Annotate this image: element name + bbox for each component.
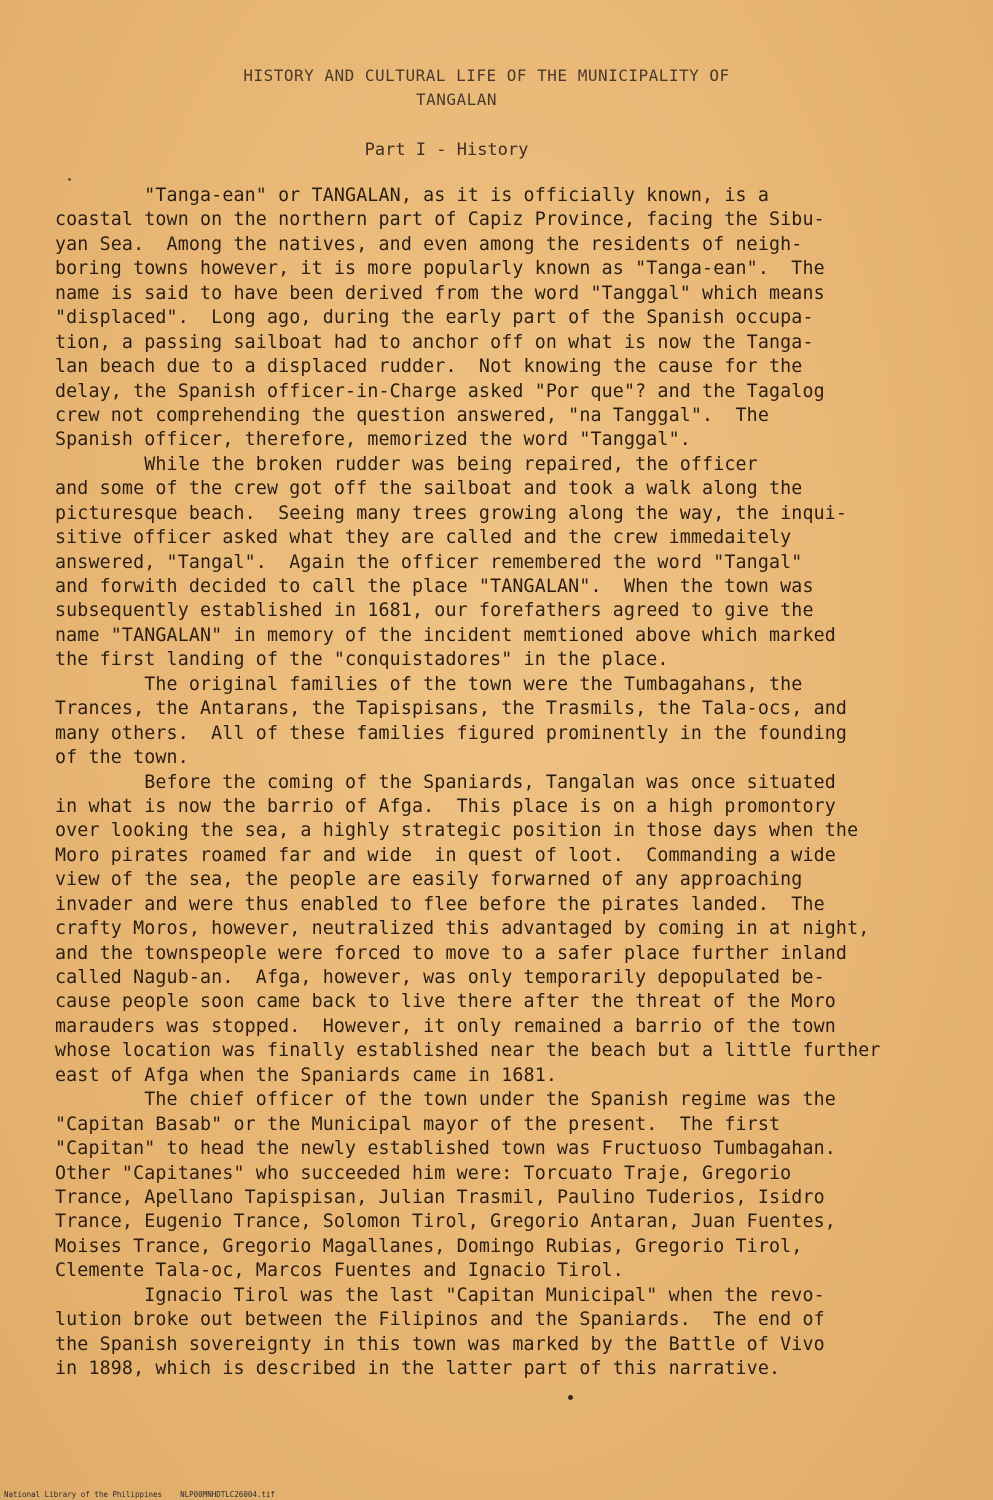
text-line: Trance, Apellano Tapispisan, Julian Trasmil, Paulino Tuderios, Isidro [55, 1186, 825, 1208]
text-line: the first landing of the "conquistadores" in the place. [55, 649, 669, 671]
text-line: in 1898, which is described in the latter part of this narrative. [55, 1358, 781, 1379]
text-line: of the town. [55, 747, 189, 769]
document-title-line-2: TANGALAN [415, 90, 498, 109]
text-line: subsequently established in 1681, our forefathers agreed to give the [55, 600, 814, 622]
text-line: coastal town on the northern part of Capiz Province, facing the Sibu- [55, 209, 825, 231]
text-line: crafty Moros, however, neutralized this advantaged by coming in at night, [55, 918, 870, 940]
text-line: answered, "Tangal". Again the officer remembered the word "Tangal" [55, 551, 814, 573]
text-line: Moro pirates roamed far and wide in quest of loot. Commanding a wide [55, 844, 836, 866]
text-line: The chief officer of the town under the Spanish regime was the [55, 1089, 836, 1111]
text-line: Other "Capitanes" who succeeded him were: Torcuato Traje, Gregorio [55, 1162, 792, 1184]
section-heading: Part I - History [364, 140, 529, 160]
text-line: boring towns however, it is more popularly known as "Tanga-ean". The [55, 258, 825, 280]
text-line: crew not comprehending the question answered, "na Tanggal". The [55, 404, 769, 426]
text-line: delay, the Spanish officer-in-Charge asked "Por que"? and the Tagalog [55, 380, 825, 402]
text-line: many others. All of these families figured prominently in the founding [55, 722, 848, 744]
text-line: name is said to have been derived from the word "Tanggal" which means [55, 282, 825, 304]
text-line: While the broken rudder was being repaired, the officer [55, 453, 758, 475]
text-line: and the townspeople were forced to move to a safer place further inland [55, 942, 848, 964]
text-line: "Tanga-ean" or TANGALAN, as it is officially known, is a [55, 185, 769, 206]
text-line: picturesque beach. Seeing many trees growing along the way, the inqui- [55, 502, 848, 524]
text-line: Ignacio Tirol was the last "Capitan Municipal" when the revo- [55, 1284, 825, 1306]
text-line: sitive officer asked what they are called and the crew immedaitely [55, 527, 792, 549]
text-line: "Capitan Basab" or the Municipal mayor of the present. The first [55, 1113, 781, 1135]
text-line: Trances, the Antarans, the Tapispisans, the Trasmils, the Tala-ocs, and [55, 698, 848, 720]
text-line: "displaced". Long ago, during the early part of the Spanish occupa- [55, 307, 814, 329]
text-line: invader and were thus enabled to flee before the pirates landed. The [55, 893, 825, 915]
text-line: and forwith decided to call the place "TANGALAN". When the town was [55, 576, 814, 597]
text-line: lution broke out between the Filipinos and the Spaniards. The end of [55, 1309, 825, 1331]
text-line: east of Afga when the Spaniards came in 1681. [55, 1064, 558, 1086]
text-line: view of the sea, the people are easily forwarned of any approaching [55, 869, 803, 891]
text-line: "Capitan" to head the newly established town was Fructuoso Tumbagahan. [55, 1138, 836, 1160]
text-line: Clemente Tala-oc, Marcos Fuentes and Ignacio Tirol. [55, 1260, 624, 1282]
text-line: Before the coming of the Spaniards, Tangalan was once situated [55, 771, 836, 793]
text-line: tion, a passing sailboat had to anchor off on what is now the Tanga- [55, 331, 814, 353]
text-line: the Spanish sovereignty in this town was marked by the Battle of Vivo [55, 1333, 825, 1355]
text-line: marauders was stopped. However, it only remained a barrio of the town [55, 1015, 836, 1037]
archive-footer: National Library of the Philippines NLP00MNHDTLC26004.tif [4, 1490, 275, 1499]
document-title-line-1: HISTORY AND CULTURAL LIFE OF THE MUNICIPALITY OF [243, 66, 730, 85]
text-line: cause people soon came back to live there after the threat of the Moro [55, 991, 836, 1013]
text-line: lan beach due to a displaced rudder. Not knowing the cause for the [55, 356, 803, 378]
paper-speck [68, 178, 71, 181]
document-body [55, 184, 955, 1381]
text-line: name "TANGALAN" in memory of the incident memtioned above which marked [55, 624, 836, 646]
text-line: called Nagub-an. Afga, however, was only temporarily depopulated be- [55, 967, 825, 988]
text-line: Spanish officer, therefore, memorized the word "Tanggal". [55, 429, 691, 451]
page-mark [568, 1395, 573, 1400]
text-line: yan Sea. Among the natives, and even among the residents of neigh- [55, 233, 803, 255]
text-line: over looking the sea, a highly strategic position in those days when the [55, 820, 859, 842]
text-line: and some of the crew got off the sailboat and took a walk along the [55, 478, 803, 500]
text-line: Trance, Eugenio Trance, Solomon Tirol, Gregorio Antaran, Juan Fuentes, [55, 1211, 836, 1233]
text-line: Moises Trance, Gregorio Magallanes, Domingo Rubias, Gregorio Tirol, [55, 1235, 803, 1257]
text-line: in what is now the barrio of Afga. This place is on a high promontory [55, 795, 836, 817]
text-line: whose location was finally established near the beach but a little further [55, 1040, 881, 1062]
text-line: The original families of the town were the Tumbagahans, the [55, 673, 803, 695]
